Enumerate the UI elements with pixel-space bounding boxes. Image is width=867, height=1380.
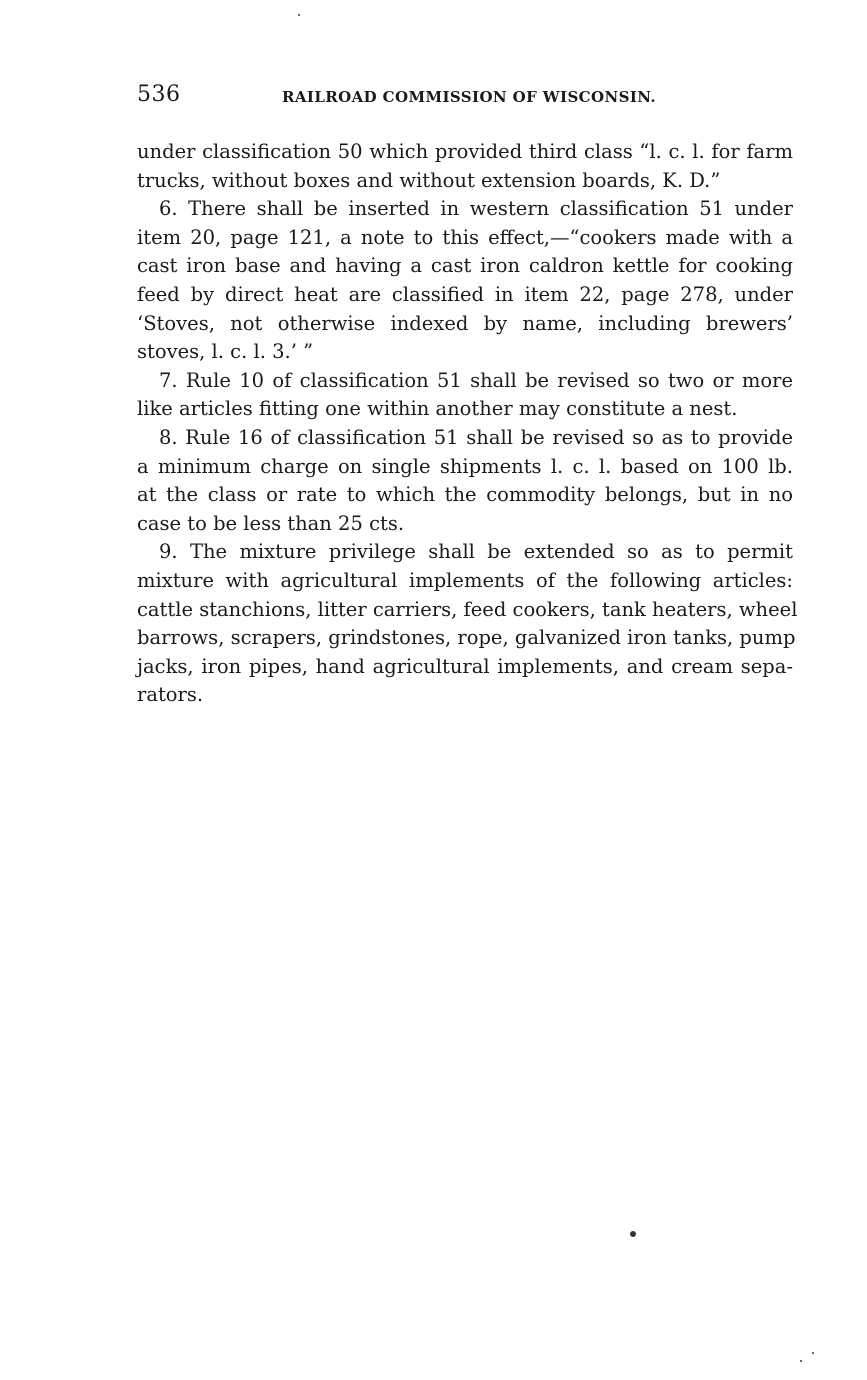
scan-speck [298, 14, 300, 16]
text-line: barrows, scrapers, grindstones, rope, galvanized iron tanks, pump [137, 626, 796, 650]
scan-speck [630, 1231, 636, 1237]
text-line: mixture with agricultural implements of the following articles: [137, 568, 793, 592]
text-line: case to be less than 25 cts. [137, 511, 405, 535]
paragraph-6-start: 6. There shall be inserted in western classification 51 under [159, 197, 793, 221]
scan-speck [812, 1352, 814, 1354]
text-line: a minimum charge on single shipments l. c. l. based on 100 lb. [137, 454, 793, 478]
text-line: jacks, iron pipes, hand agricultural implements, and cream sepa- [137, 654, 793, 678]
paragraph-7-start: 7. Rule 10 of classification 51 shall be revised so two or more [159, 368, 793, 392]
page-header [137, 82, 793, 112]
running-head: RAILROAD COMMISSION OF WISCONSIN. [282, 88, 657, 106]
text-line: under classification 50 which provided third class “l. c. l. for farm [137, 140, 793, 163]
text-line: item 20, page 121, a note to this effect,—“cookers made with a [137, 225, 793, 249]
body-text [137, 138, 798, 710]
paragraph-8-start: 8. Rule 16 of classification 51 shall be revised so as to provide [159, 425, 793, 449]
paragraph-9-start: 9. The mixture privilege shall be extended so as to permit [159, 540, 793, 564]
text-line: rators. [137, 683, 204, 707]
scan-speck [800, 1360, 802, 1362]
text-line: cattle stanchions, litter carriers, feed cookers, tank heaters, wheel [137, 597, 798, 621]
page-number: 536 [137, 82, 181, 107]
text-line: feed by direct heat are classified in item 22, page 278, under [137, 282, 793, 306]
text-line: cast iron base and having a cast iron caldron kettle for cooking [137, 254, 793, 278]
text-line: stoves, l. c. l. 3.’ ” [137, 340, 314, 364]
text-line: ‘Stoves, not otherwise indexed by name, including brewers’ [137, 311, 793, 335]
text-line: trucks, without boxes and without extension boards, K. D.” [137, 168, 721, 192]
text-line: at the class or rate to which the commodity belongs, but in no [137, 483, 793, 507]
text-line: like articles fitting one within another may constitute a nest. [137, 397, 738, 421]
